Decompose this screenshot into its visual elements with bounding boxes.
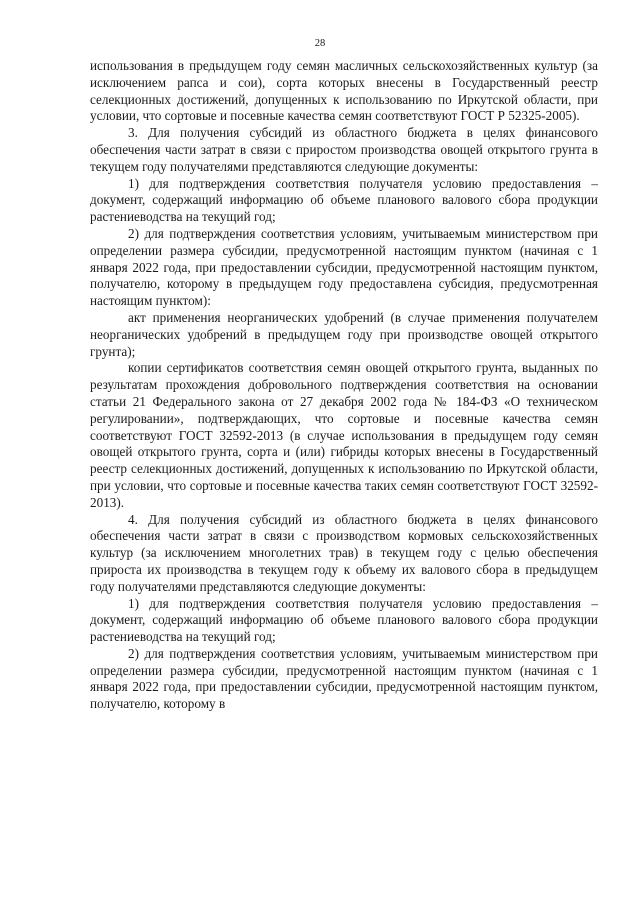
paragraph-item-3-1: 1) для подтверждения соответствия получателя условию предоставления – документ, содержащий информацию об объеме планового валового сбора продукции растениеводства на текущий год; [90,175,598,225]
paragraph-seed-certificates: копии сертификатов соответствия семян овощей открытого грунта, выданных по результатам прохождения добровольного подтверждения соответствия на основании статьи 21 Федерального закона от 27 декабря 2002 года № 184-ФЗ «О техническом регулировании», подтверждающих, что сортовые и посевные качества семян соответствуют ГОСТ 32592-2013 (в случае использования в предыдущем году семян овощей открытого грунта, сорта и (или) гибриды которых внесены в Государственный реестр селекционных достижений, допущенных к использованию по Иркутской области, при условии, что сортовые и посевные качества таких семян соответствуют ГОСТ 32592-2013). [90,360,598,510]
page-number: 28 [314,38,326,49]
paragraph-item-3: 3. Для получения субсидий из областного бюджета в целях финансового обеспечения части затрат в связи с приростом производства овощей открытого грунта в текущем году получателями представляются следующие документы: [90,125,598,174]
paragraph-item-4: 4. Для получения субсидий из областного бюджета в целях финансового обеспечения части затрат в связи с производством кормовых сельскохозяйственных культур (за исключением многолетних трав) в текущем году с целью обеспечения прироста их производства в текущем году к объему их валового сбора в предыдущем году получателями представляются следующие документы: [90,511,598,594]
paragraph-continuation: использования в предыдущем году семян масличных сельскохозяйственных культур (за исключением рапса и сои), сорта которых внесены в Государственный реестр селекционных достижений, допущенных к использованию по Иркутской области, при условии, что сортовые и посевные качества семян соответствуют ГОСТ Р 52325-2005). [90,58,598,124]
paragraph-item-4-2: 2) для подтверждения соответствия условиям, учитываемым министерством при определении размера субсидии, предусмотренной настоящим пунктом (начиная с 1 января 2022 года, при предоставлении субсидии, предусмотренной настоящим пунктом, получателю, которому в [90,645,598,712]
paragraph-item-3-2: 2) для подтверждения соответствия условиям, учитываемым министерством при определении размера субсидии, предусмотренной настоящим пунктом (начиная с 1 января 2022 года, при предоставлении субсидии, предусмотренной настоящим пунктом, получателю, которому в предыдущем году предоставлена субсидия, предусмотренная настоящим пунктом): [90,225,598,309]
paragraph-fertilizer-act: акт применения неорганических удобрений (в случае применения получателем неорганических удобрений в предыдущем году при производстве овощей открытого грунта); [90,309,598,359]
page-body [90,58,598,713]
paragraph-item-4-1: 1) для подтверждения соответствия получателя условию предоставления – документ, содержащий информацию об объеме планового валового сбора продукции растениеводства на текущий год; [90,595,598,645]
